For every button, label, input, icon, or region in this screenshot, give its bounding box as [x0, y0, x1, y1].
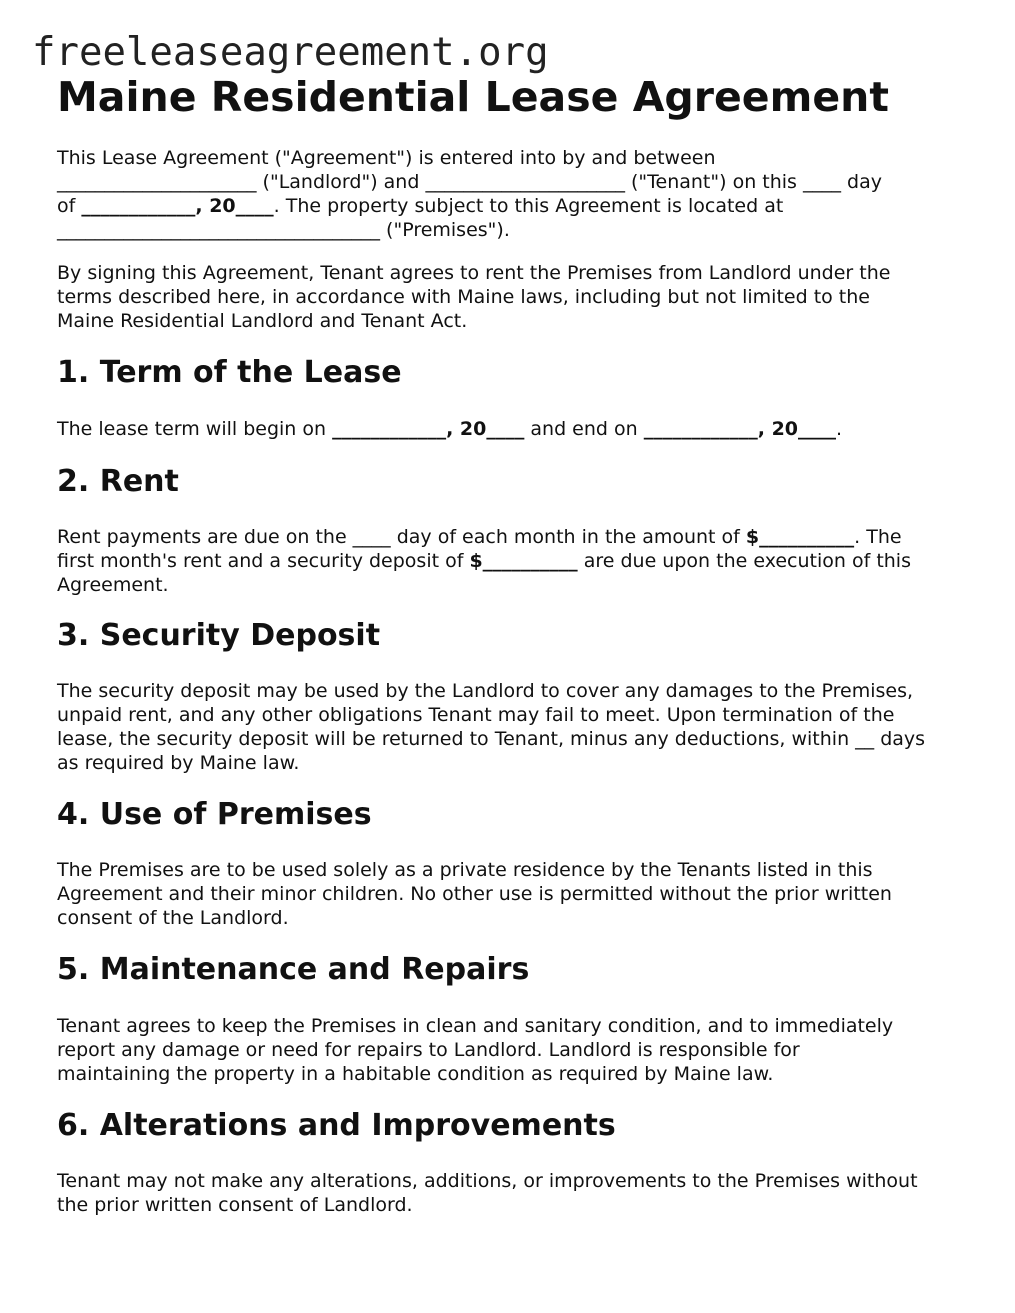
section-heading-maintenance: 5. Maintenance and Repairs: [57, 952, 530, 987]
site-watermark: freeleaseagreement.org: [32, 30, 549, 75]
end-date-blank: ____________, 20____: [643, 418, 837, 440]
use-paragraph: [57, 858, 962, 930]
alterations-paragraph: [57, 1169, 962, 1217]
rent-amount-blank: $__________: [745, 526, 855, 548]
signing-line-2: terms described here, in accordance with Maine laws, including but not limited to the: [57, 286, 870, 308]
maintenance-line-1: Tenant agrees to keep the Premises in clean and sanitary condition, and to immediately: [57, 1015, 894, 1037]
intro-paragraph: [57, 146, 962, 242]
use-line-3: consent of the Landlord.: [57, 907, 289, 929]
deposit-line-4: as required by Maine law.: [57, 752, 300, 774]
start-date-blank: ____________, 20____: [332, 418, 525, 440]
alterations-line-2: the prior written consent of Landlord.: [57, 1194, 413, 1216]
maintenance-line-3: maintaining the property in a habitable condition as required by Maine law.: [57, 1063, 774, 1085]
rent-line-2: first month's rent and a security deposit of $__________ are due upon the execution of this: [57, 550, 911, 572]
term-line: The lease term will begin on ____________, 20____ and end on ____________, 20____.: [57, 418, 843, 440]
signing-line-3: Maine Residential Landlord and Tenant Act.: [57, 310, 468, 332]
section-heading-rent: 2. Rent: [57, 464, 179, 499]
document-title: Maine Residential Lease Agreement: [57, 73, 889, 121]
intro-line-3: of ____________, 20____. The property subject to this Agreement is located at: [57, 195, 784, 217]
intro-line-1: This Lease Agreement ("Agreement") is entered into by and between: [57, 147, 716, 169]
rent-line-3: Agreement.: [57, 574, 169, 596]
section-heading-alterations: 6. Alterations and Improvements: [57, 1108, 616, 1143]
deposit-line-1: The security deposit may be used by the Landlord to cover any damages to the Premises,: [57, 680, 914, 702]
intro-line-4: __________________________________ ("Premises").: [57, 219, 510, 241]
deposit-line-2: unpaid rent, and any other obligations Tenant may fail to meet. Upon termination of the: [57, 704, 895, 726]
section-heading-use: 4. Use of Premises: [57, 797, 372, 832]
alterations-line-1: Tenant may not make any alterations, additions, or improvements to the Premises without: [57, 1170, 918, 1192]
date-blank: ____________, 20____: [81, 195, 274, 217]
intro-line-2: _____________________ ("Landlord") and _____________________ ("Tenant") on this ____ day: [57, 171, 882, 193]
rent-line-1: Rent payments are due on the ____ day of each month in the amount of $__________. The: [57, 526, 902, 548]
signing-line-1: By signing this Agreement, Tenant agrees to rent the Premises from Landlord under the: [57, 262, 891, 284]
use-line-2: Agreement and their minor children. No other use is permitted without the prior written: [57, 883, 892, 905]
maintenance-paragraph: [57, 1014, 962, 1086]
deposit-line-3: lease, the security deposit will be returned to Tenant, minus any deductions, within __ days: [57, 728, 926, 750]
deposit-paragraph: [57, 679, 962, 775]
section-heading-term: 1. Term of the Lease: [57, 355, 402, 390]
term-paragraph: [57, 417, 962, 441]
maintenance-line-2: report any damage or need for repairs to Landlord. Landlord is responsible for: [57, 1039, 800, 1061]
deposit-amount-blank: $__________: [469, 550, 578, 572]
rent-paragraph: [57, 525, 962, 597]
signing-paragraph: [57, 261, 962, 333]
section-heading-deposit: 3. Security Deposit: [57, 618, 381, 653]
use-line-1: The Premises are to be used solely as a private residence by the Tenants listed in this: [57, 859, 873, 881]
